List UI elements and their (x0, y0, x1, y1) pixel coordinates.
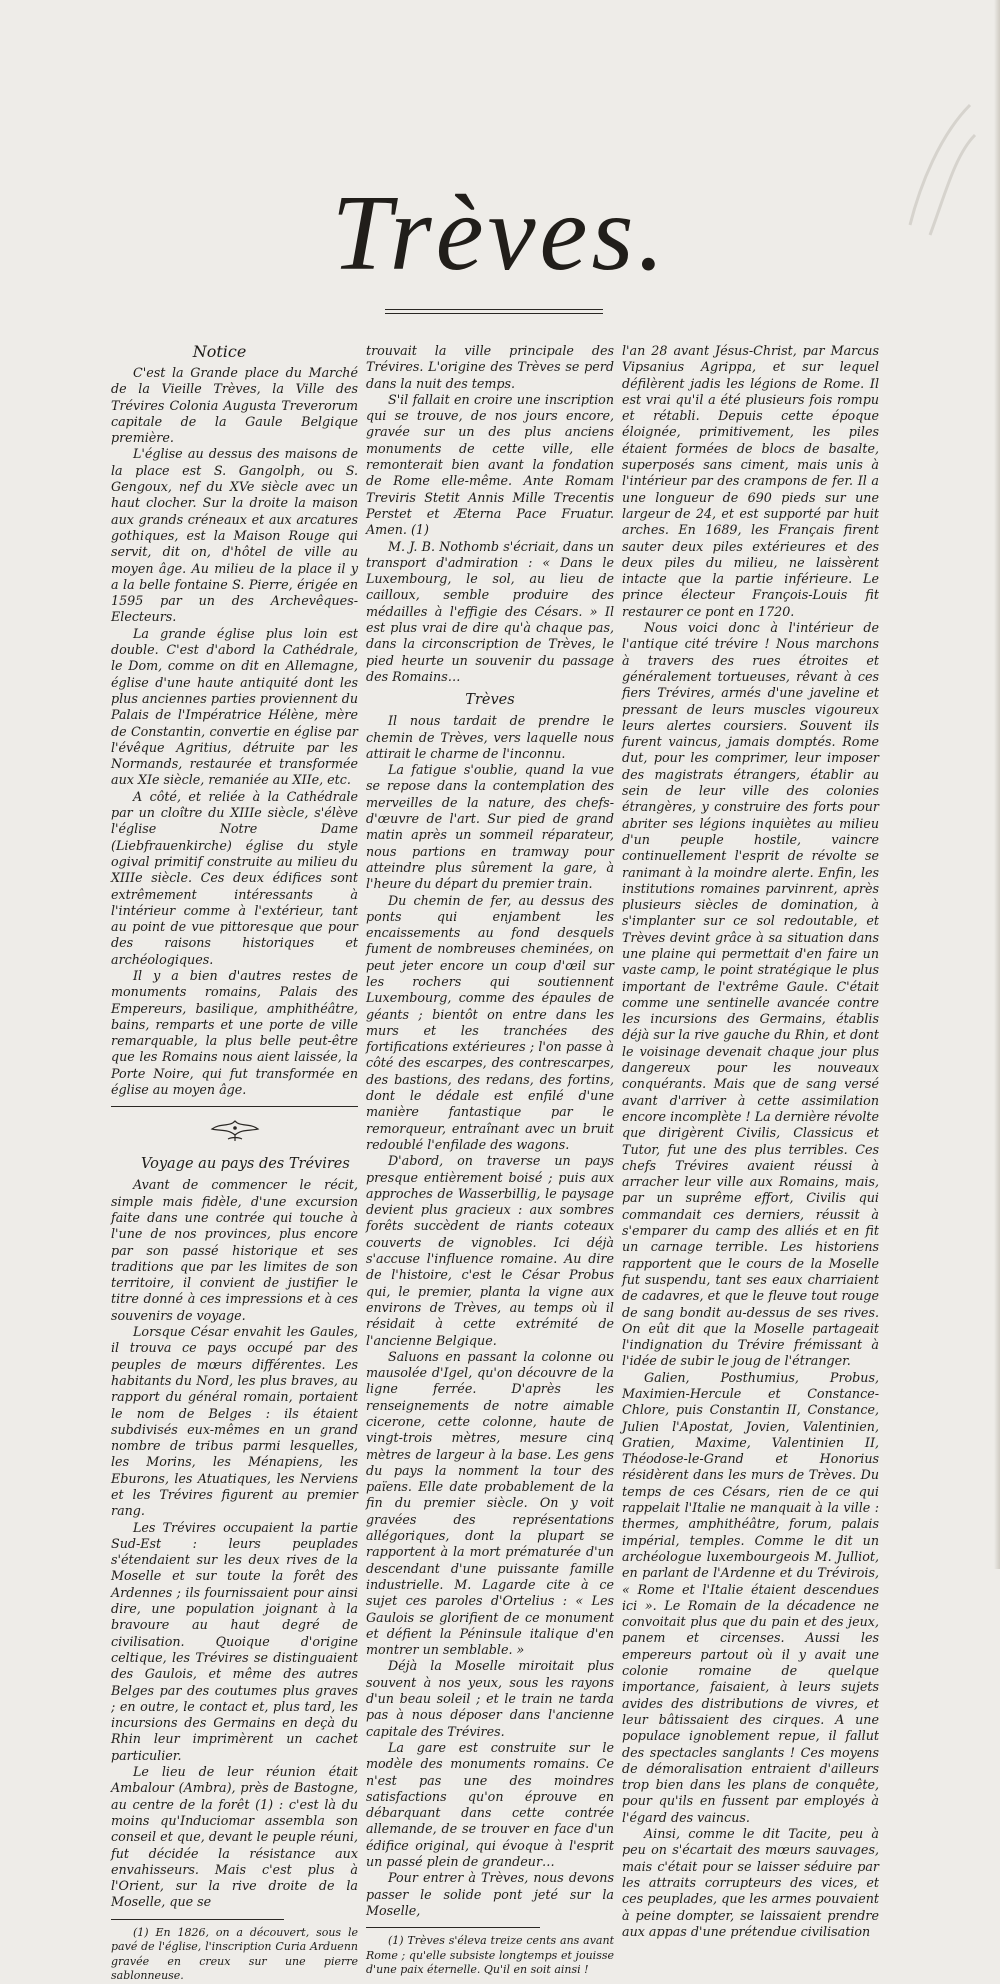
notice-paragraph: La grande église plus loin est double. C'est d'abord la Cathédrale, le Dom, comme on dit en Allemagne, église d'une haute antiquité dont les plus anciennes parties proviennent du Palais de l'Impératrice Hélène, mère de Constantin, convertie en église par l'évêque Agritius, détruite par les Normands, restaurée et transformée aux XIe siècle, remaniée au XIIe, etc. (111, 625, 358, 788)
voyage-heading: Voyage au pays des Trévires (141, 1156, 350, 1173)
notice-paragraph: C'est la Grande place du Marché de la Vieille Trèves, la Ville des Trévires Colonia Augusta Treverorum capitale de la Gaule Belgique première. (111, 365, 358, 446)
notice-heading: Notice (192, 342, 247, 361)
page-title: Trèves. (331, 174, 669, 293)
footnote-rule (111, 1919, 284, 1920)
body-paragraph: Nous voici donc à l'intérieur de l'antique cité trévire ! Nous marchons à travers des rues étroites et généralement tortueuses, rêvant à ces fiers Trévires, armés d'une javeline et pressant de leurs muscles vigoureux leurs alertes coursiers. Souvent ils furent vaincus, jamais domptés. Rome dut, pour les comprimer, leur imposer des magistrats étrangers, établir au sein de leur ville des colonies étrangères, y construire des forts pour abriter ses légions inquiètes au milieu d'un peuple hostile, vaincre continuellement l'esprit de révolte se ranimant à la moindre alerte. Enfin, les institutions romaines parvinrent, après plusieurs siècles de domination, à s'implanter sur ce sol redoutable, et Trèves devint grâce à sa situation dans une plaine qui permettait d'en faire un vaste camp, le point stratégique le plus important de l'extrême Gaule. C'était comme une sentinelle avancée contre les incursions des Germains, établis déjà sur la rive gauche du Rhin, et dont le voisinage devenait chaque jour plus dangereux pour les nouveaux conquérants. Mais que de sang versé avant d'arriver à cette assimilation encore incomplète ! La dernière révolte que dirigèrent Civilis, Classicus et Tutor, fut une des plus terribles. Ces chefs Trévires avaient réussi à arracher leur ville aux Romains, mais, par un suprême effort, Civilis qui commandait ces derniers, réussit à s'emparer du camp des alliés et en fit un carnage terrible. Les historiens rapportent que le cours de la Moselle fut suspendu, tant ses eaux charriaient de cadavres, et que le fleuve tout rouge de sang bondit au-dessus de ses rives. On eût dit que la Moselle partageait l'indignation du Trévire frémissant à l'idée de subir le joug de l'étranger. (622, 620, 879, 1369)
title-rule-upper (385, 309, 603, 310)
footnote-1: (1) En 1826, on a découvert, sous le pavé de l'église, l'inscription Curia Arduenn gravée en creux sur une pierre sablonneuse. (111, 1925, 358, 1983)
treves-paragraph: Du chemin de fer, au dessus des ponts qui enjambent les encaissements au fond desquels fument de nombreuses cheminées, on peut jeter encore un coup d'œil sur les rochers qui soutiennent Luxembourg, comme des épaules de géants ; bientôt on entre dans les murs et les tranchées des fortifications extérieures ; l'on passe à côté des escarpes, des contrescarpes, des bastions, des redans, des fortins, dont le dédale est enfilé d'une manière fantastique par le remorqueur, entraînant avec un bruit redoublé l'enfilade des wagons. (366, 892, 614, 1152)
notice-paragraph: Il y a bien d'autres restes de monuments romains, Palais des Empereurs, basilique, amphithéâtre, bains, remparts et une porte de ville remarquable, la plus belle peut-être que les Romains nous aient laissée, la Porte Noire, qui fut transformée en église au moyen âge. (111, 967, 358, 1098)
section-rule (111, 1106, 358, 1107)
voyage-paragraph: Le lieu de leur réunion était Ambalour (Ambra), près de Bastogne, au centre de la forêt (1) : c'est là du moins qu'Induciomar assembla son conseil et que, devant le peuple réuni, fut décidée la résistance aux envahisseurs. Mais c'est plus à l'Orient, sur la rive droite de la Moselle, que se (111, 1764, 358, 1910)
column-2 (366, 343, 614, 1978)
notice-paragraph: L'église au dessus des maisons de la place est S. Gangolph, ou S. Gengoux, nef du XVe siècle avec un haut clocher. Sur la droite la maison aux grands créneaux et aux arcatures gothiques, est la Maison Rouge qui servit, dit on, d'hôtel de ville au moyen âge. Au milieu de la place il y a la belle fontaine S. Pierre, érigée en 1595 par un des Archevêques-Electeurs. (111, 446, 358, 625)
body-paragraph: l'an 28 avant Jésus-Christ, par Marcus Vipsanius Agrippa, et sur lequel défilèrent jadis les légions de Rome. Il est vrai qu'il a été plusieurs fois rompu et rétabli. Depuis cette époque éloignée, primitivement, les piles étaient formées de blocs de basalte, superposés sans ciment, mais unis à l'intérieur par des crampons de fer. Il a une longueur de 690 pieds sur une largeur de 24, et est supporté par huit arches. En 1689, les Français firent sauter deux piles extérieures et des deux piles du milieu, ne laissèrent intacte que la partie inférieure. Le prince électeur François-Louis fit restaurer ce pont en 1720. (622, 343, 879, 619)
notice-paragraph: A côté, et reliée à la Cathédrale par un cloître du XIIIe siècle, s'élève l'église Notre Dame (Liebfrauenkirche) église du style ogival primitif construite au milieu du XIIIe siècle. Ces deux édifices sont extrêmement intéressants à l'intérieur comme à l'extérieur, tant au point de vue pittoresque que pour des raisons historiques et archéologiques. (111, 788, 358, 967)
column-1 (111, 343, 358, 1984)
treves-paragraph: Saluons en passant la colonne ou mausolée d'Igel, qu'on découvre de la ligne ferrée. D'après les renseignements de notre aimable cicerone, cette colonne, haute de vingt-trois mètres, mesure cinq mètres de largeur à la base. Les gens du pays la nomment la tour des païens. Elle date probablement de la fin du premier siècle. On y voit gravées des représentations allégoriques, dont la plupart se rapportent à la mort prématurée d'un descendant d'une puissante famille industrielle. M. Lagarde cite à ce sujet ces paroles d'Ortelius : « Les Gaulois se glorifient de ce monument et défient la Péninsule italique d'en montrer un semblable. » (366, 1348, 614, 1658)
treves-paragraph: Il nous tardait de prendre le chemin de Trèves, vers laquelle nous attirait le charme de l'inconnu. (366, 713, 614, 761)
treves-paragraph: La gare est construite sur le modèle des monuments romains. Ce n'est pas une des moindres satisfactions qu'on éprouve en débarquant dans cette contrée allemande, de se trouver en face d'un édifice original, qui évoque à l'esprit un passé plein de grandeur… (366, 1739, 614, 1870)
column-3 (622, 343, 879, 1940)
treves-paragraph: D'abord, on traverse un pays presque entièrement boisé ; puis aux approches de Wasserbillig, le paysage devient plus gracieux : aux sombres forêts succèdent de riants coteaux couverts de vignobles. Ici déjà s'accuse l'influence romaine. Au dire de l'histoire, c'est le César Probus qui, le premier, planta la vigne aux environs de Trèves, au temps où il résidait à cette extrémité de l'ancienne Belgique. (366, 1153, 614, 1348)
footnote-rule (366, 1927, 540, 1928)
intro-paragraph: S'il fallait en croire une inscription qui se trouve, de nos jours encore, gravée sur un des plus anciens monuments de cette ville, elle remonterait bien avant la fondation de Rome elle-même. Ante Romam Treviris Stetit Annis Mille Trecentis Perstet et Æterna Pace Fruatur. Amen. (1) (366, 391, 614, 538)
treves-heading: Trèves (465, 692, 515, 709)
treves-paragraph: La fatigue s'oublie, quand la vue se repose dans la contemplation des merveilles de la nature, des chefs-d'œuvre de l'art. Sur pied de grand matin après un sommeil réparateur, nous partions en tramway pour atteindre plus sûrement la gare, à l'heure du départ du premier train. (366, 762, 614, 892)
voyage-paragraph: Avant de commencer le récit, simple mais fidèle, d'une excursion faite dans une contrée qui touche à l'une de nos provinces, plus encore par son passé historique et ses traditions que par les limites de son territoire, il convient de justifier le titre donné à ces impressions et à ces souvenirs de voyage. (111, 1177, 358, 1323)
treves-paragraph: Déjà la Moselle miroitait plus souvent à nos yeux, sous les rayons d'un beau soleil ; et le train ne tarda pas à nous déposer dans l'ancienne capitale des Trévires. (366, 1658, 614, 1739)
intro-paragraph: trouvait la ville principale des Trévires. L'origine des Trèves se perd dans la nuit des temps. (366, 343, 614, 391)
title-rule-lower (385, 313, 603, 314)
voyage-paragraph: Les Trévires occupaient la partie Sud-Est : leurs peuplades s'étendaient sur les deux rives de la Moselle et sur toute la forêt des Ardennes ; ils fournissaient pour ainsi dire, une population joignant à la bravoure au haut degré de civilisation. Quoique d'origine celtique, les Trévires se distinguaient des Gaulois, et même des autres Belges par des coutumes plus graves ; en outre, le contact et, plus tard, les incursions des Germains en deçà du Rhin leur imprimèrent un cachet particulier. (111, 1519, 358, 1763)
fleuron-ornament (200, 1117, 270, 1143)
intro-paragraph: M. J. B. Nothomb s'écriait, dans un transport d'admiration : « Dans le Luxembourg, le sol, au lieu de cailloux, semble produire des médailles à l'effigie des Césars. » Il est plus vrai de dire qu'à chaque pas, dans la circonscription de Trèves, le pied heurte un souvenir du passage des Romains… (366, 538, 614, 684)
body-paragraph: Galien, Posthumius, Probus, Maximien-Hercule et Constance-Chlore, puis Constantin II, Constance, Julien l'Apostat, Jovien, Valentinien, Gratien, Maxime, Valentinien II, Théodose-le-Grand et Honorius résidèrent dans les murs de Trèves. Du temps de ces Césars, rien de ce qui rappelait l'Italie ne manquait à la ville : thermes, amphithéâtre, forum, palais impérial, temples. Comme le dit un archéologue luxembourgeois M. Julliot, en parlant de l'Ardenne et du Trévirois, « Rome et l'Italie étaient descendues ici ». Le Romain de la décadence ne convoitait plus que du pain et des jeux, panem et circenses. Aussi les empereurs partout où il y avait une colonie romaine de quelque importance, faisaient, à leurs sujets avides des distributions de vivres, et leur bâtissaient des cirques. A une populace ignoblement repue, il fallut des spectacles sanglants ! Ces moyens de démoralisation entraient d'ailleurs trop bien dans les plans de conquête, pour qu'ils en fussent par employés à l'égard des vaincus. (622, 1369, 879, 1825)
body-paragraph: Ainsi, comme le dit Tacite, peu à peu on s'écartait des mœurs sauvages, mais c'était pour se laisser séduire par les attraits corrupteurs des vices, et ces peuplades, que les armes pouvaient à peine dompter, se laissaient prendre aux appas d'une prétendue civilisation (622, 1826, 879, 1939)
treves-paragraph: Pour entrer à Trèves, nous devons passer le solide pont jeté sur la Moselle, (366, 1870, 614, 1918)
footnote-2: (1) Trèves s'éleva treize cents ans avant Rome ; qu'elle subsiste longtemps et jouisse d'une paix éternelle. Qu'il en soit ainsi ! (366, 1934, 614, 1977)
voyage-paragraph: Lorsque César envahit les Gaules, il trouva ce pays occupé par des peuples de mœurs différentes. Les habitants du Nord, les plus braves, au rapport du général romain, portaient le nom de Belges : ils étaient subdivisés eux-mêmes en un grand nombre de tribus parmi lesquelles, les Morins, les Ménapiens, les Eburons, les Atuatiques, les Nerviens et les Trévires figurent au premier rang. (111, 1324, 358, 1519)
